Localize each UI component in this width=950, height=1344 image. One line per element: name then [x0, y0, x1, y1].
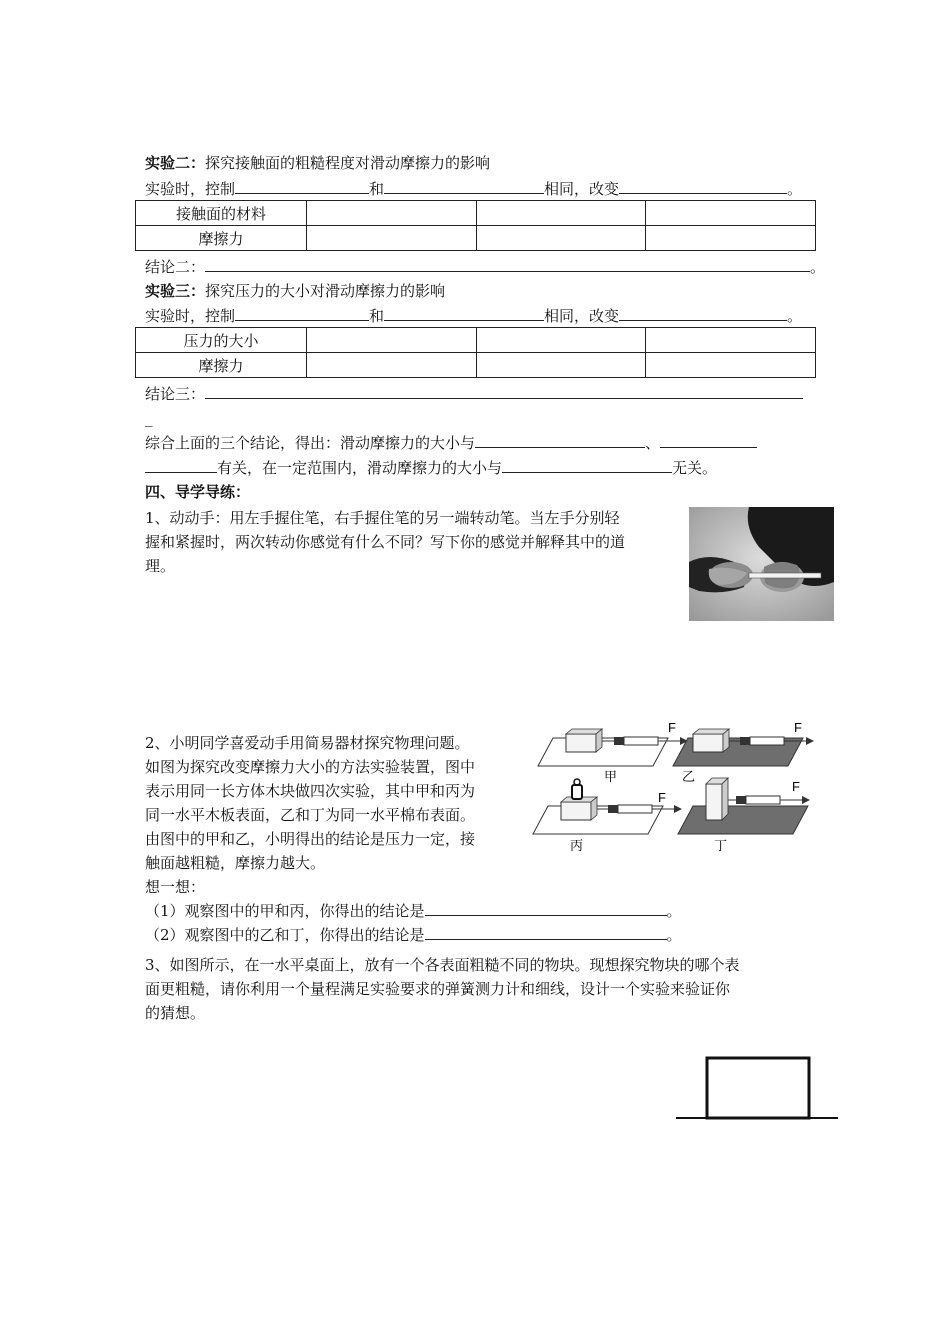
summary-line-2: [145, 457, 717, 478]
exp2-conclusion-blank[interactable]: [205, 256, 810, 272]
summary-line-1: [145, 432, 757, 453]
table-cell[interactable]: [307, 328, 477, 353]
q2-line-2: 如图为探究改变摩擦力大小的方法实验装置，图中: [145, 758, 476, 776]
exp2-period: 。: [787, 180, 803, 198]
q3-line-1: 3、如图所示，在一水平桌面上，放有一个各表面粗糙不同的物块。现想探究物块的哪个表: [145, 956, 740, 974]
rough-block: [707, 1058, 809, 1118]
spring-scale-b: [740, 737, 750, 745]
summary-sep: 、: [645, 434, 661, 452]
table-cell[interactable]: [646, 353, 816, 378]
spring-scale-a: [614, 737, 624, 745]
exp2-control-prefix: 实验时，控制: [145, 180, 236, 198]
summary-text-a: 有关，在一定范围内，滑动摩擦力的大小与: [217, 459, 503, 477]
hands-pen-photo: [689, 507, 834, 621]
table-cell[interactable]: [307, 226, 477, 251]
q2-sub1-text: （1）观察图中的甲和丙，你得出的结论是: [145, 902, 425, 920]
q1-text: [145, 506, 625, 578]
exp2-title-label: 实验二：: [145, 154, 206, 172]
spring-scale-c: [608, 805, 618, 813]
label-ding: 丁: [714, 839, 728, 854]
exp3-conclusion-label: 结论三：: [145, 385, 206, 403]
exp3-row2-label: 摩擦力: [136, 353, 307, 378]
exp3-row1-label: 压力的大小: [136, 328, 307, 353]
label-jia: 甲: [604, 770, 618, 785]
exp2-blank-1[interactable]: [235, 178, 369, 194]
q2-sub1-blank[interactable]: [425, 900, 667, 916]
label-yi: 乙: [682, 770, 696, 785]
exp3-blank-1[interactable]: [235, 305, 369, 321]
exp2-same-change: 相同，改变: [544, 180, 620, 198]
exp2-row1-label: 接触面的材料: [136, 201, 307, 226]
exp3-title-label: 实验三：: [145, 282, 206, 300]
q2-line-1: 2、小明同学喜爱动手用简易器材探究物理问题。: [145, 734, 470, 752]
q2-sub2-blank[interactable]: [425, 924, 667, 940]
board-d: [678, 806, 808, 834]
exp2-title: [145, 153, 490, 173]
exp3-conclusion-blank[interactable]: [205, 383, 803, 399]
force-label-a: F: [668, 720, 676, 735]
summary-prefix: 综合上面的三个结论，得出：滑动摩擦力的大小与: [145, 434, 476, 452]
weight-icon: [572, 785, 582, 799]
force-label-d: F: [792, 779, 800, 794]
q2-sub2: [145, 923, 682, 947]
table-cell[interactable]: [646, 226, 816, 251]
exp3-and: 和: [369, 307, 385, 325]
exp3-same-change: 相同，改变: [544, 307, 620, 325]
exp3-conclusion: [145, 383, 803, 404]
exp3-title: [145, 281, 445, 301]
exp3-table: [135, 327, 816, 378]
exp2-row2-label: 摩擦力: [136, 226, 307, 251]
summary-blank-1[interactable]: [475, 432, 645, 448]
block-c: [561, 802, 591, 820]
q2-sub1: [145, 899, 682, 923]
summary-blank-3[interactable]: [145, 457, 217, 473]
q1-line-2: 握和紧握时，两次转动你感觉有什么不同？写下你的感觉并解释其中的道: [145, 533, 626, 551]
summary-blank-4[interactable]: [502, 457, 672, 473]
q2-line-5: 由图中的甲和乙，小明得出的结论是压力一定，接: [145, 830, 476, 848]
block-d: [706, 784, 722, 820]
friction-experiment-figure: [528, 718, 818, 858]
q2-think: 想一想：: [145, 878, 206, 896]
table-cell[interactable]: [307, 353, 477, 378]
exp3-blank-2[interactable]: [384, 305, 544, 321]
block-b: [693, 734, 723, 752]
spring-scale-d: [736, 796, 746, 804]
table-row: [136, 328, 816, 353]
exp3-conclusion-tail: _: [145, 409, 153, 427]
section4-heading: 四、导学导练：: [145, 483, 251, 501]
force-label-c: F: [658, 790, 666, 805]
table-row: [136, 201, 816, 226]
q2-sub2-period: 。: [666, 926, 682, 944]
exp2-and: 和: [369, 180, 385, 198]
exp2-control-line: [145, 178, 802, 199]
q1-line-3: 理。: [145, 557, 176, 575]
exp3-title-text: 探究压力的大小对滑动摩擦力的影响: [205, 282, 446, 300]
exp3-period: 。: [787, 307, 803, 325]
block-on-table-figure: [676, 1052, 838, 1126]
force-label-b: F: [794, 720, 802, 735]
q3-line-3: 的猜想。: [145, 1004, 206, 1022]
q3-line-2: 面更粗糙，请你利用一个量程满足实验要求的弹簧测力计和细线，设计一个实验来验证你: [145, 980, 731, 998]
exp3-blank-3[interactable]: [619, 305, 787, 321]
table-cell[interactable]: [476, 201, 646, 226]
table-cell[interactable]: [476, 328, 646, 353]
exp3-control-line: [145, 305, 802, 326]
exp2-table: [135, 200, 816, 251]
summary-text-b: 无关。: [672, 459, 718, 477]
exp2-conclusion-period: 。: [810, 258, 826, 276]
q2-line-3: 表示用同一长方体木块做四次实验，其中甲和丙为: [145, 782, 476, 800]
exp2-title-text: 探究接触面的粗糙程度对滑动摩擦力的影响: [205, 154, 491, 172]
q3-text: [145, 953, 740, 1025]
q2-sub1-period: 。: [666, 902, 682, 920]
exp2-blank-3[interactable]: [619, 178, 787, 194]
table-row: [136, 226, 816, 251]
table-cell[interactable]: [476, 353, 646, 378]
exp2-conclusion: [145, 256, 825, 277]
label-bing: 丙: [570, 839, 584, 854]
table-cell[interactable]: [646, 328, 816, 353]
exp2-conclusion-label: 结论二：: [145, 258, 206, 276]
table-cell[interactable]: [307, 201, 477, 226]
summary-blank-2[interactable]: [660, 432, 757, 448]
block-a: [566, 734, 596, 752]
q1-line-1: 1、动动手：用左手握住笔，右手握住笔的另一端转动笔。当左手分别轻: [145, 509, 620, 527]
exp2-blank-2[interactable]: [384, 178, 544, 194]
table-cell[interactable]: [476, 226, 646, 251]
table-cell[interactable]: [646, 201, 816, 226]
exp3-control-prefix: 实验时，控制: [145, 307, 236, 325]
q2-line-4: 同一水平木板表面，乙和丁为同一水平棉布表面。: [145, 806, 476, 824]
q2-line-6: 触面越粗糙，摩擦力越大。: [145, 854, 326, 872]
q2-sub2-text: （2）观察图中的乙和丁，你得出的结论是: [145, 926, 425, 944]
table-row: [136, 353, 816, 378]
